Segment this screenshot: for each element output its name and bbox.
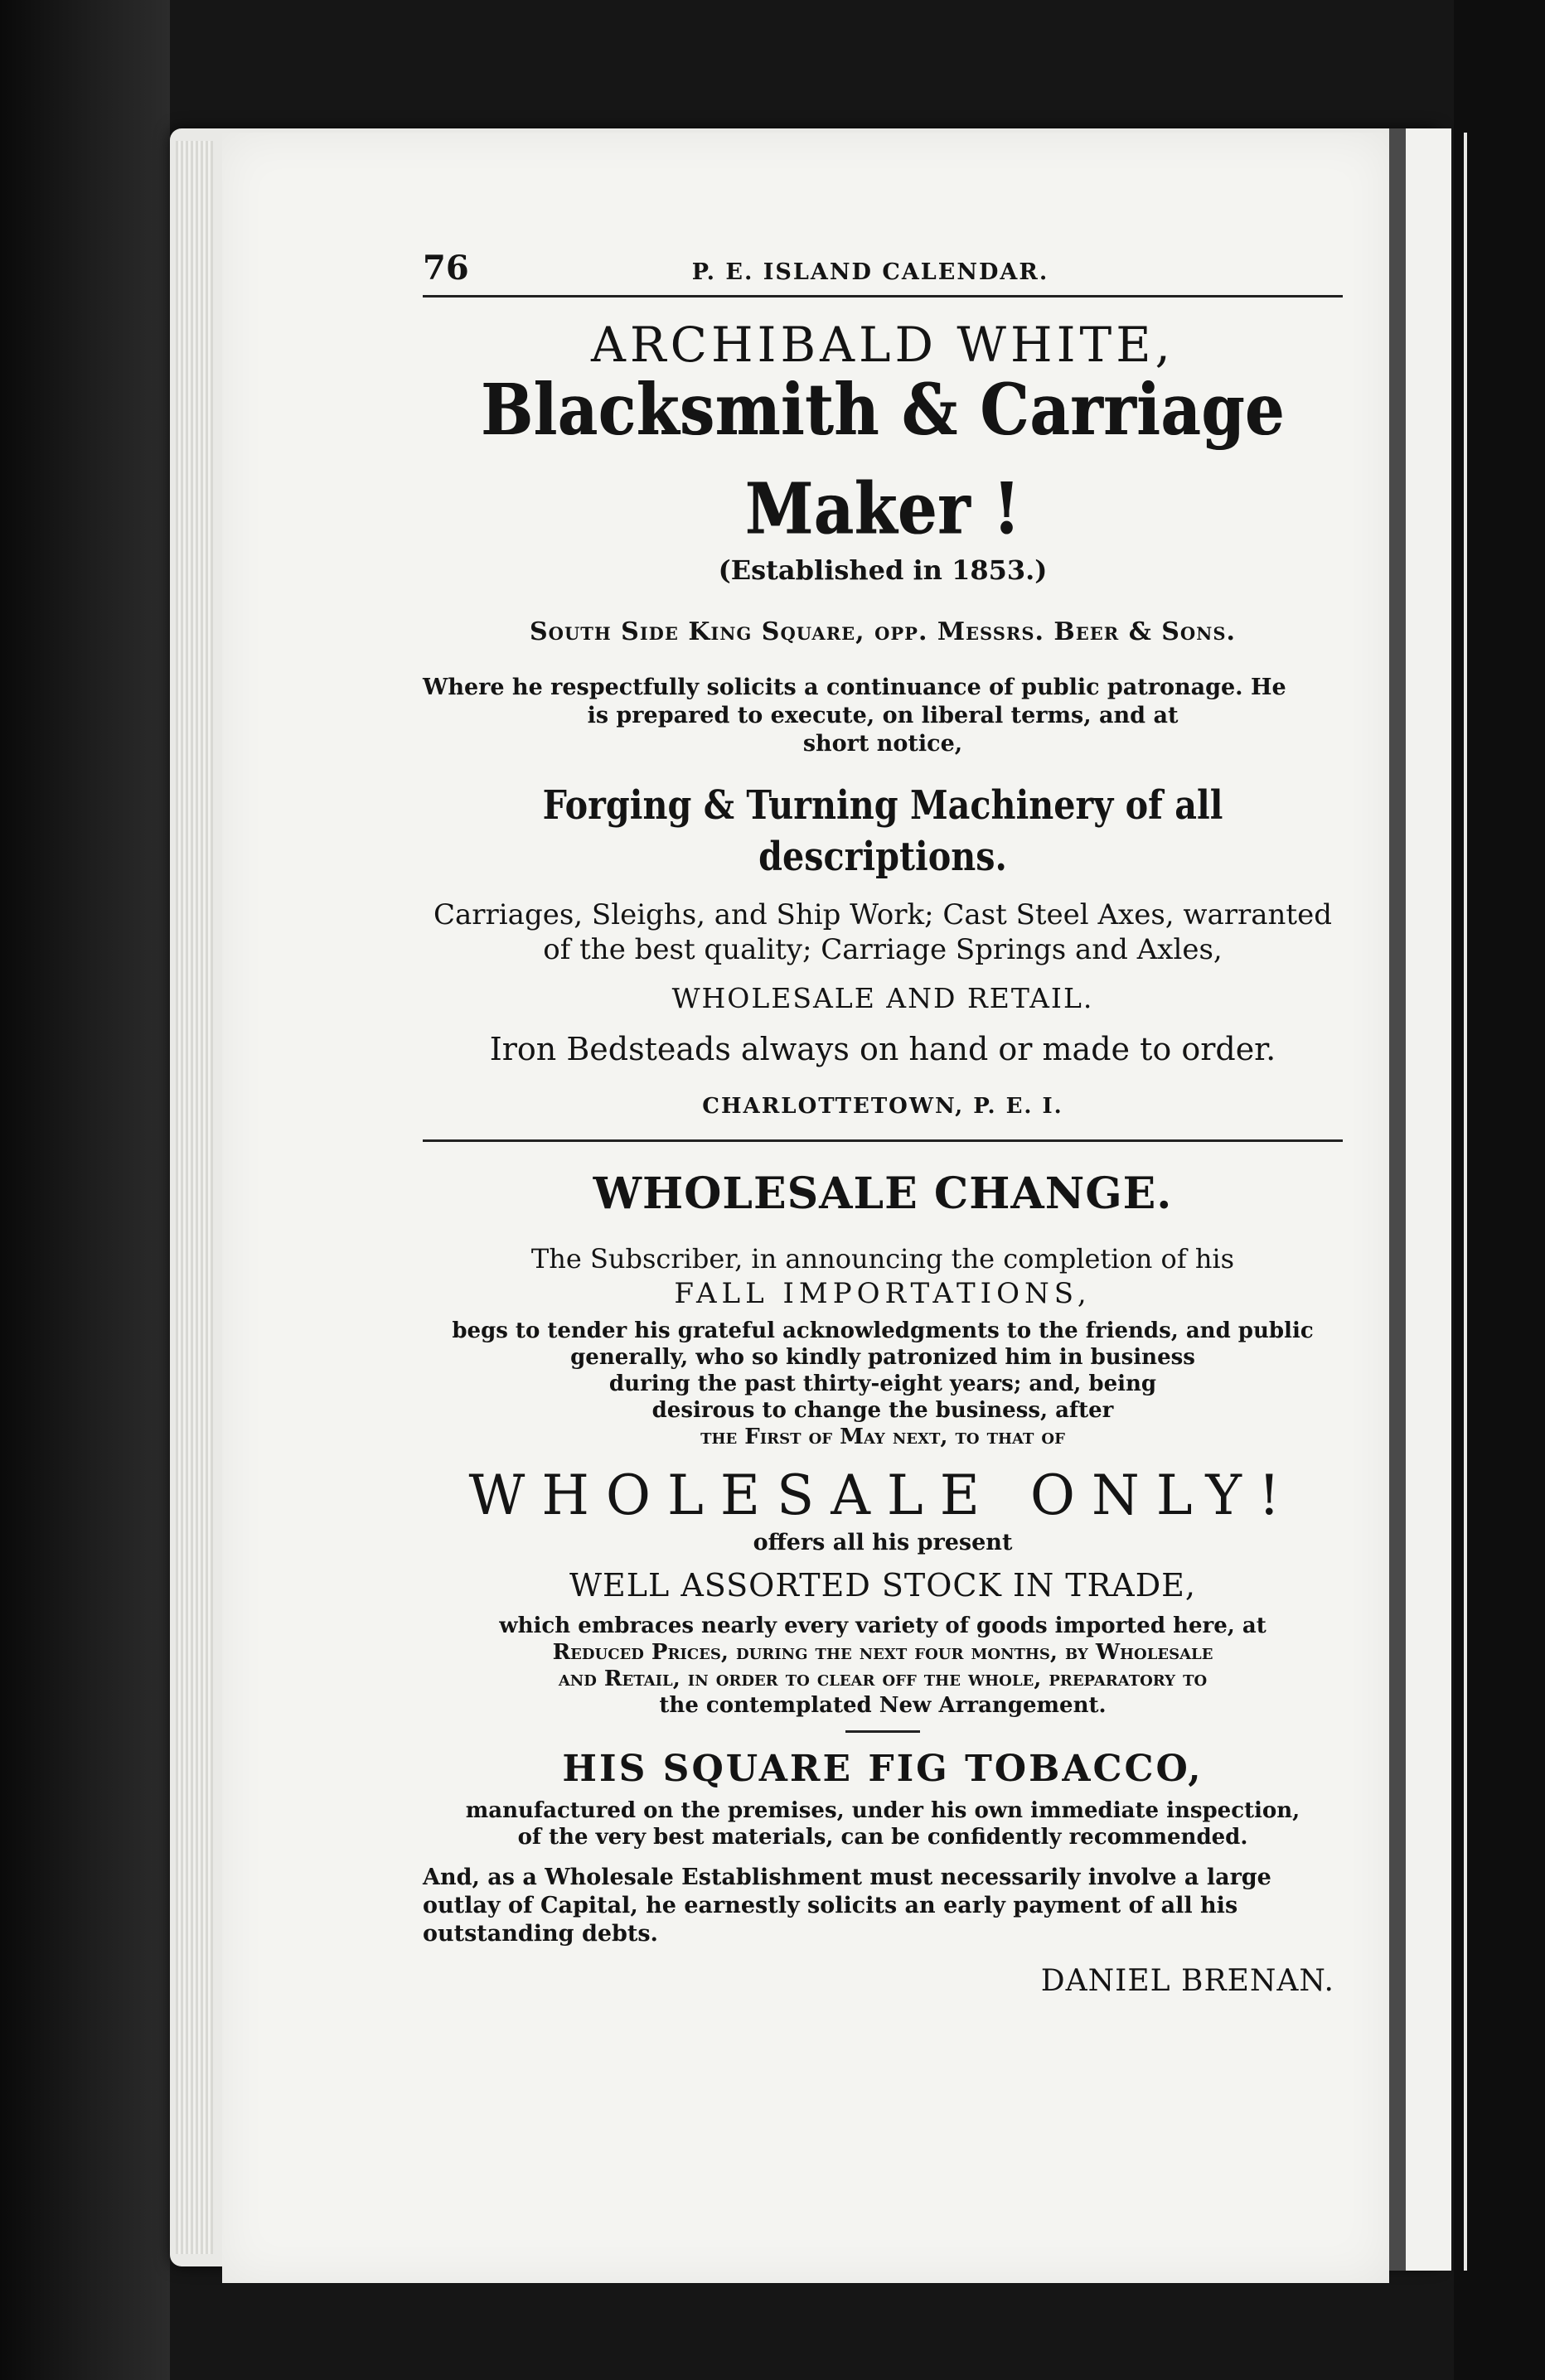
which-line-4: the contemplated New Arrangement. [659, 1693, 1107, 1718]
solicit-line-2: is prepared to execute, on liberal terms, and at [587, 703, 1179, 728]
which-line-2: Reduced Prices, during the next four months, by Wholesale [552, 1640, 1213, 1665]
advertisement-archibald-white [423, 316, 1343, 1121]
closing-line-3: outstanding debts. [423, 1921, 658, 1947]
running-head-title: P. E. ISLAND CALENDAR. [691, 259, 1049, 285]
carriages-line-1: Carriages, Sleighs, and Ship Work; Cast Steel Axes, warranted [433, 898, 1332, 931]
trade-heading: Blacksmith & Carriage Maker ! [480, 369, 1286, 551]
section-divider [423, 1139, 1343, 1142]
closing-line-2: outlay of Capital, he earnestly solicits an early payment of all his [423, 1893, 1238, 1918]
established-note: (Established in 1853.) [718, 554, 1048, 586]
iron-bedsteads-line: Iron Bedsteads always on hand or made to order. [489, 1031, 1276, 1067]
which-line-3: and Retail, in order to clear off the whole, preparatory to [558, 1666, 1208, 1691]
closing-line-1: And, as a Wholesale Establishment must necessarily involve a large [423, 1865, 1271, 1890]
begs-line-5: the First of May next, to that of [700, 1425, 1065, 1449]
offers-line: offers all his present [753, 1530, 1013, 1555]
page-content [423, 249, 1343, 2001]
business-address: South Side King Square, opp. Messrs. Beer & Sons. [530, 617, 1236, 646]
begs-line-4: desirous to change the business, after [651, 1398, 1114, 1423]
begs-line-3: during the past thirty-eight years; and, being [608, 1371, 1157, 1396]
page-number: 76 [423, 249, 469, 288]
town-line: CHARLOTTETOWN, P. E. I. [702, 1094, 1063, 1119]
carriages-line-2: of the best quality; Carriage Springs and Axles, [543, 933, 1223, 966]
advertiser-name: ARCHIBALD WHITE, [591, 317, 1174, 373]
wholesale-retail-line: WHOLESALE AND RETAIL. [671, 982, 1094, 1014]
tobacco-heading: HIS SQUARE FIG TOBACCO, [562, 1748, 1204, 1790]
film-border-right [1454, 0, 1545, 2380]
solicit-line-1: Where he respectfully solicits a continuance of public patronage. He [423, 675, 1286, 700]
begs-line-1: begs to tender his grateful acknowledgments to the friends, and public [452, 1318, 1314, 1343]
facing-page-margin [1464, 133, 1467, 2271]
advertisement-wholesale-change [423, 1167, 1343, 2001]
page-edges [176, 141, 213, 2254]
film-border-left [0, 0, 170, 2380]
signature: DANIEL BRENAN. [1040, 1964, 1334, 1998]
book-gutter [1389, 128, 1406, 2271]
wholesale-only-heading: WHOLESALE ONLY! [468, 1463, 1297, 1527]
running-header [423, 249, 1343, 295]
short-divider [845, 1730, 920, 1733]
facing-page-edge [1406, 128, 1451, 2271]
fall-importations-line: FALL IMPORTATIONS, [674, 1277, 1092, 1310]
stock-in-trade-heading: WELL ASSORTED STOCK IN TRADE, [569, 1567, 1196, 1604]
solicit-line-3: short notice, [802, 731, 963, 757]
manufactured-line-2: of the very best materials, can be confidently recommended. [517, 1825, 1248, 1850]
header-rule [423, 295, 1343, 298]
begs-line-2: generally, who so kindly patronized him in business [570, 1345, 1195, 1370]
wholesale-change-title: WHOLESALE CHANGE. [593, 1168, 1173, 1219]
forging-heading: Forging & Turning Machinery of all descriptions. [542, 782, 1223, 880]
subscriber-line: The Subscriber, in announcing the completion of his [530, 1243, 1235, 1275]
manufactured-line-1: manufactured on the premises, under his own immediate inspection, [465, 1798, 1300, 1823]
which-line-1: which embraces nearly every variety of goods imported here, at [499, 1613, 1267, 1638]
